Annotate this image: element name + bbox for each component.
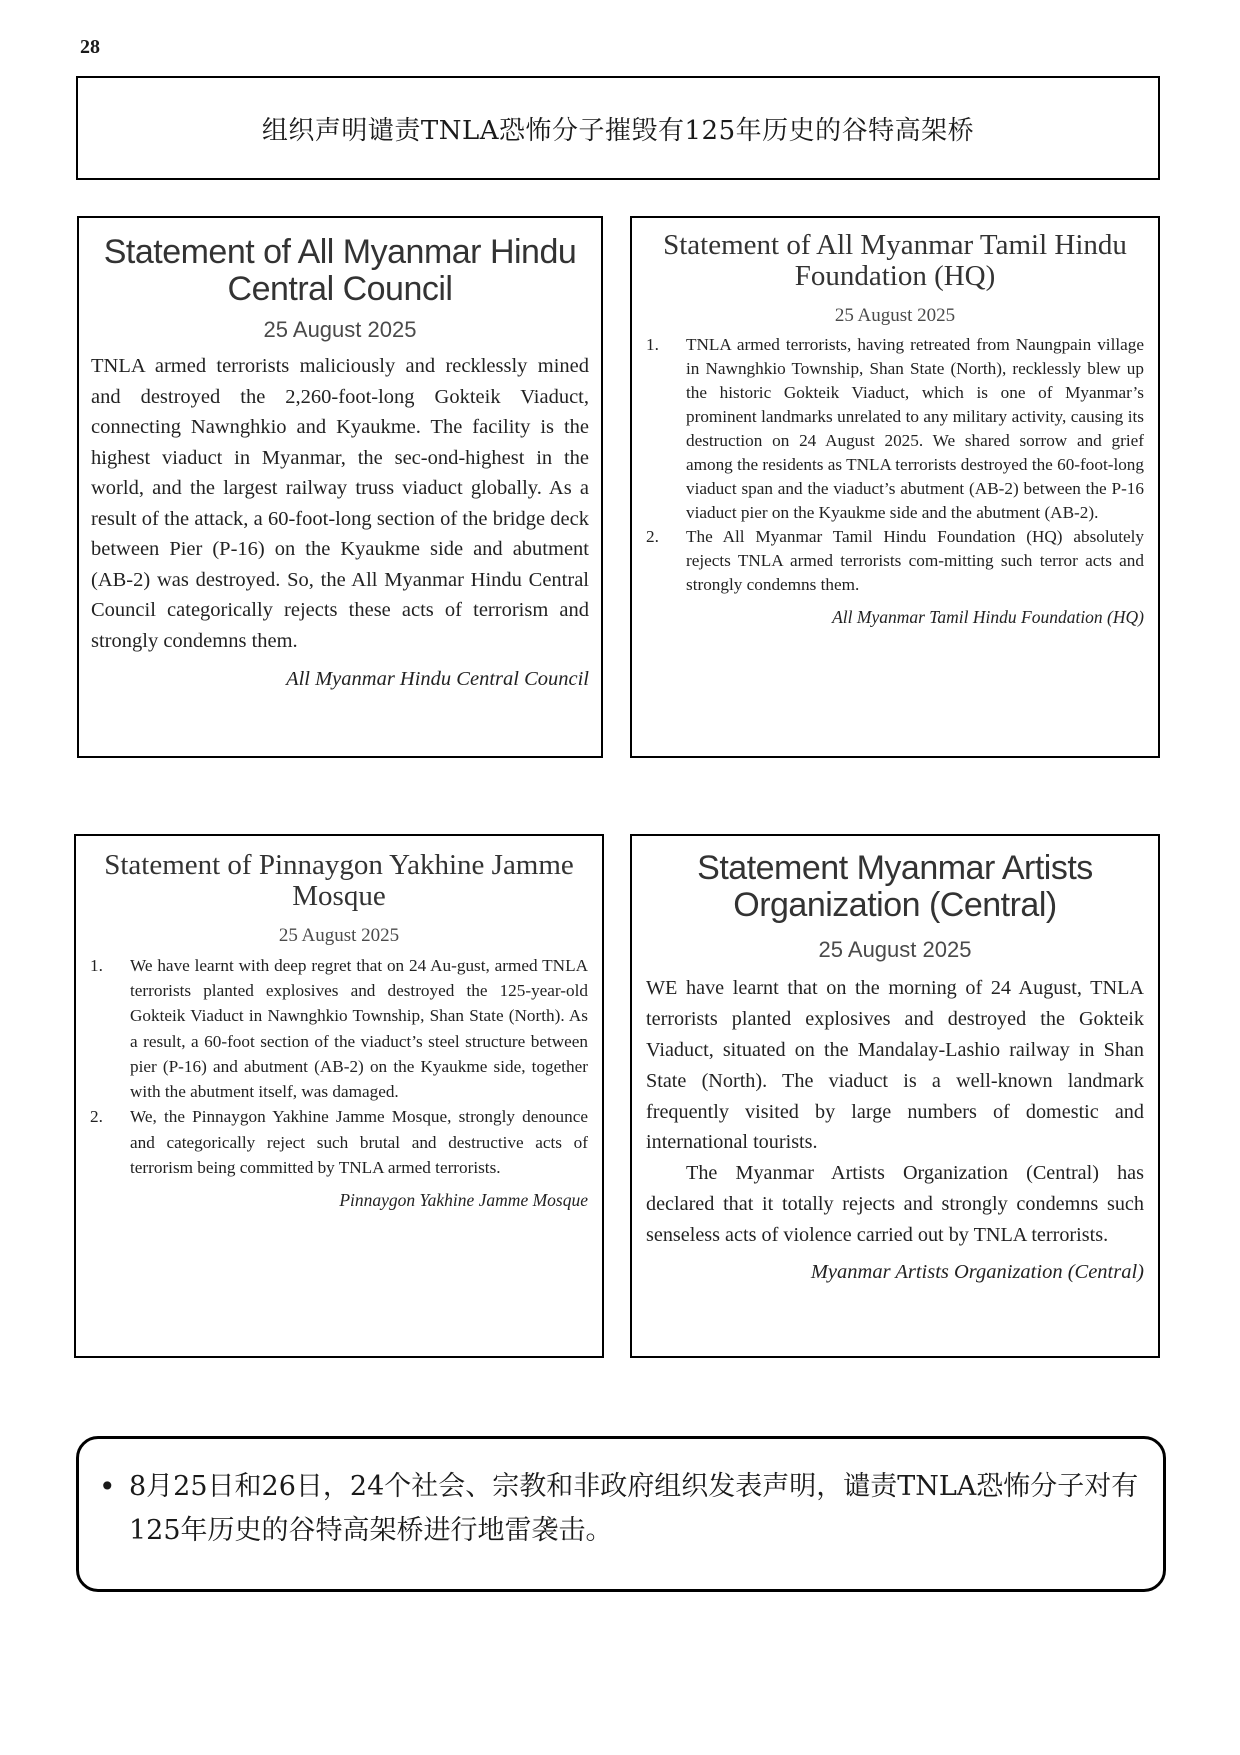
statement-date: 25 August 2025 xyxy=(278,924,400,946)
list-item xyxy=(90,1104,588,1180)
statement-paragraph: TNLA armed terrorists maliciously and recklessly mined and destroyed the 2,260-foot-long Gokteik Viaduct, connecting Nawnghkio and Kyaukme. The facility is the highest viaduct in Myanmar, the sec-ond-highest in the world, and the largest railway truss viaduct globally. As a result of the attack, a 60-foot-long section of the bridge deck between Pier (P-16) on the Kyaukme side and abutment (AB-2) was destroyed. So, the All Myanmar Hindu Central Council categorically rejects these acts of terrorism and strongly condemns them. xyxy=(91,355,589,652)
statement-date: 25 August 2025 xyxy=(834,304,956,326)
statement-title: Statement of All Myanmar Tamil Hindu Foundation (HQ) xyxy=(663,229,1127,293)
statement-signature: Myanmar Artists Organization (Central) xyxy=(810,1260,1144,1283)
page-title: 组织声明谴责TNLA恐怖分子摧毁有125年历史的谷特高架桥 xyxy=(261,115,975,146)
list-item-number: 2. xyxy=(90,1107,103,1127)
page-number: 28 xyxy=(80,36,100,58)
statement-list xyxy=(646,333,1144,597)
list-item-text: We have learnt with deep regret that on 24 Au-gust, armed TNLA terrorists planted explosives and destroyed the 125-year-old Gokteik Viaduct in Nawnghkio Township, Shan State (North). As a result, a 60-foot section of the viaduct’s steel structure between pier (P-16) and abutment (AB-2) on the Kyaukme side, together with the abutment itself, was damaged. xyxy=(130,955,588,1102)
list-item-text: The All Myanmar Tamil Hindu Foundation (HQ) absolutely rejects TNLA armed terrorists com-mitting such terror acts and strongly condemns them. xyxy=(686,526,1144,594)
statement-signature: Pinnaygon Yakhine Jamme Mosque xyxy=(339,1190,588,1211)
bullet-icon: • xyxy=(99,1470,116,1503)
list-item-number: 2. xyxy=(646,526,659,546)
list-item-text: TNLA armed terrorists, having retreated from Naungpain village in Nawnghkio Township, Shan State (North), recklessly blew up the historic Gokteik Viaduct, which is one of Myanmar’s prominent landmarks unrelated to any military activity, causing its destruction on 24 August 2025. We shared sorrow and grief among the residents as TNLA terrorists destroyed the 60-foot-long viaduct span and the viaduct’s abutment (AB-2) between the P-16 viaduct pier on the Kyaukme side and the abutment (AB-2). xyxy=(686,334,1144,522)
statement-title: Statement of Pinnaygon Yakhine Jamme Mosque xyxy=(104,849,574,913)
list-item-text: We, the Pinnaygon Yakhine Jamme Mosque, strongly denounce and categorically reject such brutal and destructive acts of terrorism being committed by TNLA armed terrorists. xyxy=(130,1107,588,1177)
statement-card-artists-organization xyxy=(630,834,1160,1358)
list-item xyxy=(646,525,1144,597)
statement-signature: All Myanmar Hindu Central Council xyxy=(286,668,589,691)
statement-title: Statement of All Myanmar Hindu Central Council xyxy=(103,233,577,308)
statement-paragraph: WE have learnt that on the morning of 24 August, TNLA terrorists planted explosives and destroyed the Gokteik Viaduct, situated on the Mandalay-Lashio railway in Shan State (North). The viaduct is a well-known landmark frequently visited by large numbers of domestic and international tourists. xyxy=(646,977,1144,1154)
summary-text: 8月25日和26日，24个社会、宗教和非政府组织发表声明，谴责TNLA恐怖分子对有125年历史的谷特高架桥进行地雷袭击。 xyxy=(129,1471,1139,1546)
statement-list xyxy=(90,953,588,1181)
list-item-number: 1. xyxy=(90,955,103,975)
summary-box xyxy=(76,1436,1166,1592)
statement-date: 25 August 2025 xyxy=(263,317,417,343)
statement-card-hindu-central-council xyxy=(77,216,603,758)
statement-date: 25 August 2025 xyxy=(818,937,972,963)
statement-body xyxy=(91,351,589,656)
statement-title: Statement Myanmar Artists Organization (Central) xyxy=(697,849,1093,924)
page-title-box xyxy=(76,76,1160,180)
statement-card-tamil-hindu-foundation xyxy=(630,216,1160,758)
list-item xyxy=(90,953,588,1105)
statement-card-jamme-mosque xyxy=(74,834,604,1358)
statement-body xyxy=(646,973,1144,1250)
statement-signature: All Myanmar Tamil Hindu Foundation (HQ) xyxy=(832,606,1144,627)
statement-paragraph: The Myanmar Artists Organization (Central) has declared that it totally rejects and strongly condemns such senseless acts of violence carried out by TNLA terrorists. xyxy=(646,1162,1144,1246)
list-item-number: 1. xyxy=(646,334,659,354)
list-item xyxy=(646,333,1144,525)
